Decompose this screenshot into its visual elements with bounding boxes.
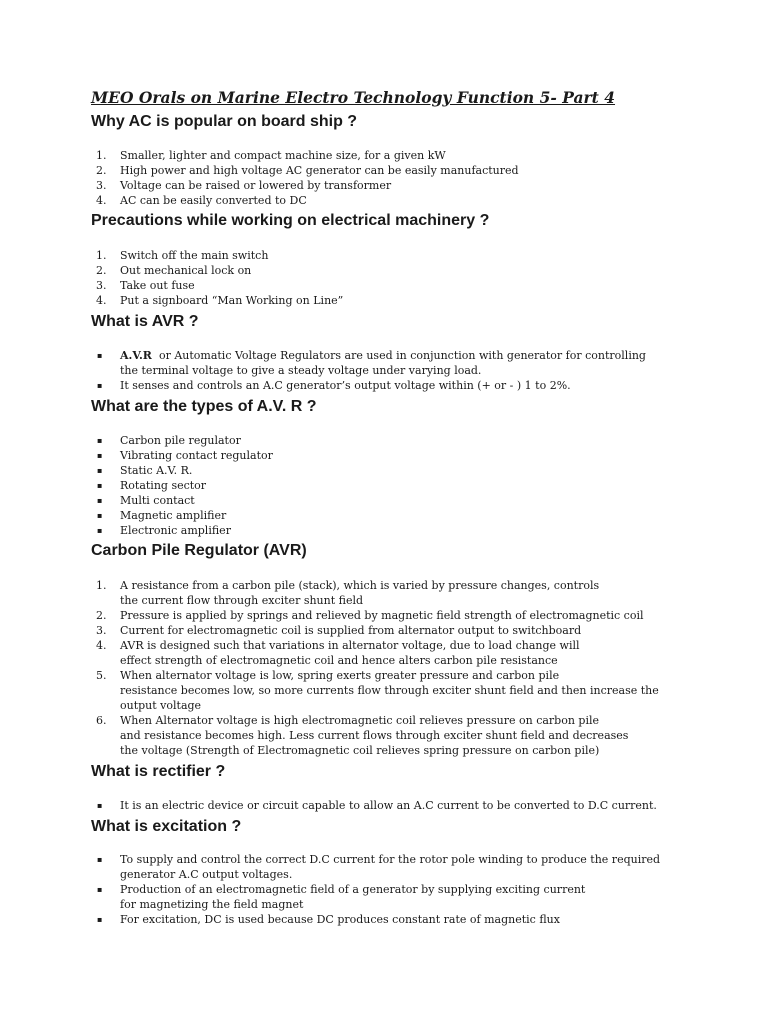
list-item-line: Production of an electromagnetic field of a generator by supplying exciting current <box>120 883 586 896</box>
number-marker: 4. <box>96 639 107 652</box>
bullet-marker: ▪ <box>97 885 103 894</box>
list-item-text <box>120 163 519 178</box>
list-item-line: output voltage <box>120 699 202 712</box>
list-item-line: generator A.C output voltages. <box>120 868 293 881</box>
list-item-line: For excitation, DC is used because DC produces constant rate of magnetic flux <box>120 913 560 926</box>
number-marker: 2. <box>96 264 107 277</box>
list-item-line: It senses and controls an A.C generator’s output voltage within (+ or - ) 1 to 2%. <box>120 379 571 392</box>
list-item-text <box>120 148 446 163</box>
list-item-line: Pressure is applied by springs and relieved by magnetic field strength of electromagnetic coil <box>120 609 644 622</box>
list-item-line: Static A.V. R. <box>120 464 193 477</box>
number-marker: 1. <box>96 579 107 592</box>
list-item-text <box>120 248 268 263</box>
list-item-text <box>120 433 241 448</box>
list-item-line: It is an electric device or circuit capable to allow an A.C current to be converted to D.C current. <box>120 799 657 812</box>
list-item-text <box>120 478 206 493</box>
list-item-text <box>120 523 231 538</box>
list-item-line: When Alternator voltage is high electromagnetic coil relieves pressure on carbon pile <box>120 714 600 727</box>
term-abbreviation: A.V.R <box>120 349 152 362</box>
bullet-marker: ▪ <box>97 801 103 810</box>
number-marker: 2. <box>96 164 107 177</box>
list-item-text <box>120 508 226 523</box>
list-item-text <box>120 608 644 623</box>
number-marker: 4. <box>96 294 107 307</box>
list-item-line: Out mechanical lock on <box>120 264 252 277</box>
list-item-line: the current flow through exciter shunt field <box>120 594 364 607</box>
list-item-line: Current for electromagnetic coil is supplied from alternator output to switchboard <box>120 624 582 637</box>
list-item-line: Smaller, lighter and compact machine size, for a given kW <box>120 149 446 162</box>
list-item-text <box>120 178 391 193</box>
list-item-line: Voltage can be raised or lowered by transformer <box>120 179 392 192</box>
bullet-marker: ▪ <box>97 496 103 505</box>
section-heading: What is AVR ? <box>91 313 199 330</box>
bullet-marker: ▪ <box>97 855 103 864</box>
number-marker: 3. <box>96 624 107 637</box>
list-item-line: Put a signboard “Man Working on Line” <box>120 294 344 307</box>
list-item-line: Switch off the main switch <box>120 249 269 262</box>
line-text: or Automatic Voltage Regulators are used in conjunction with generator for controlling <box>151 349 646 362</box>
section-heading: What are the types of A.V. R ? <box>91 398 317 415</box>
list-item-line: for magnetizing the field magnet <box>120 898 304 911</box>
section-heading: What is rectifier ? <box>91 763 226 780</box>
document-title: MEO Orals on Marine Electro Technology Function 5- Part 4 <box>91 88 616 107</box>
bullet-marker: ▪ <box>97 451 103 460</box>
list-item-line: the terminal voltage to give a steady voltage under varying load. <box>120 364 482 377</box>
list-item-text <box>120 378 571 393</box>
list-item-text <box>120 463 192 478</box>
list-item-text <box>120 278 195 293</box>
list-item-text <box>120 852 660 882</box>
section-heading: What is excitation ? <box>91 818 242 835</box>
list-item-line: Magnetic amplifier <box>120 509 227 522</box>
number-marker: 1. <box>96 149 107 162</box>
list-item-line: High power and high voltage AC generator can be easily manufactured <box>120 164 519 177</box>
list-item-text <box>120 348 646 378</box>
list-item-text <box>120 638 580 668</box>
number-marker: 5. <box>96 669 107 682</box>
list-item-text <box>120 912 560 927</box>
number-marker: 3. <box>96 279 107 292</box>
list-item-text <box>120 578 599 608</box>
list-item-line: and resistance becomes high. Less current flows through exciter shunt field and decreases <box>120 729 629 742</box>
list-item-line: AC can be easily converted to DC <box>120 194 307 207</box>
list-item-line: Multi contact <box>120 494 195 507</box>
number-marker: 2. <box>96 609 107 622</box>
list-item-text <box>120 493 195 508</box>
number-marker: 6. <box>96 714 107 727</box>
list-item-line: To supply and control the correct D.C current for the rotor pole winding to produce the required <box>120 853 661 866</box>
list-item-line: Electronic amplifier <box>120 524 231 537</box>
bullet-marker: ▪ <box>97 526 103 535</box>
section-heading: Why AC is popular on board ship ? <box>91 113 358 130</box>
list-item-line: Take out fuse <box>120 279 195 292</box>
list-item-text <box>120 798 657 813</box>
list-item-text <box>120 882 585 912</box>
section-heading: Precautions while working on electrical machinery ? <box>91 212 490 229</box>
list-item-text <box>120 668 659 713</box>
list-item-line: the voltage (Strength of Electromagnetic coil relieves spring pressure on carbon pile) <box>120 744 600 757</box>
list-item-text <box>120 193 307 208</box>
list-item-text <box>120 293 343 308</box>
list-item-line: resistance becomes low, so more currents flow through exciter shunt field and then increase the <box>120 684 659 697</box>
list-item-line: Vibrating contact regulator <box>120 449 273 462</box>
list-item-line: AVR is designed such that variations in alternator voltage, due to load change will <box>120 639 580 652</box>
list-item-line: When alternator voltage is low, spring exerts greater pressure and carbon pile <box>120 669 560 682</box>
bullet-marker: ▪ <box>97 381 103 390</box>
list-item-line: A resistance from a carbon pile (stack), which is varied by pressure changes, controls <box>120 579 600 592</box>
list-item-text <box>120 263 251 278</box>
bullet-marker: ▪ <box>97 436 103 445</box>
bullet-marker: ▪ <box>97 351 103 360</box>
list-item-line: effect strength of electromagnetic coil and hence alters carbon pile resistance <box>120 654 558 667</box>
list-item-text <box>120 623 581 638</box>
list-item-text <box>120 713 628 758</box>
number-marker: 1. <box>96 249 107 262</box>
list-item-line <box>120 348 646 363</box>
bullet-marker: ▪ <box>97 481 103 490</box>
section-heading: Carbon Pile Regulator (AVR) <box>91 542 307 559</box>
list-item-line: Carbon pile regulator <box>120 434 241 447</box>
number-marker: 4. <box>96 194 107 207</box>
list-item-line: Rotating sector <box>120 479 207 492</box>
number-marker: 3. <box>96 179 107 192</box>
bullet-marker: ▪ <box>97 511 103 520</box>
list-item-text <box>120 448 273 463</box>
bullet-marker: ▪ <box>97 915 103 924</box>
bullet-marker: ▪ <box>97 466 103 475</box>
